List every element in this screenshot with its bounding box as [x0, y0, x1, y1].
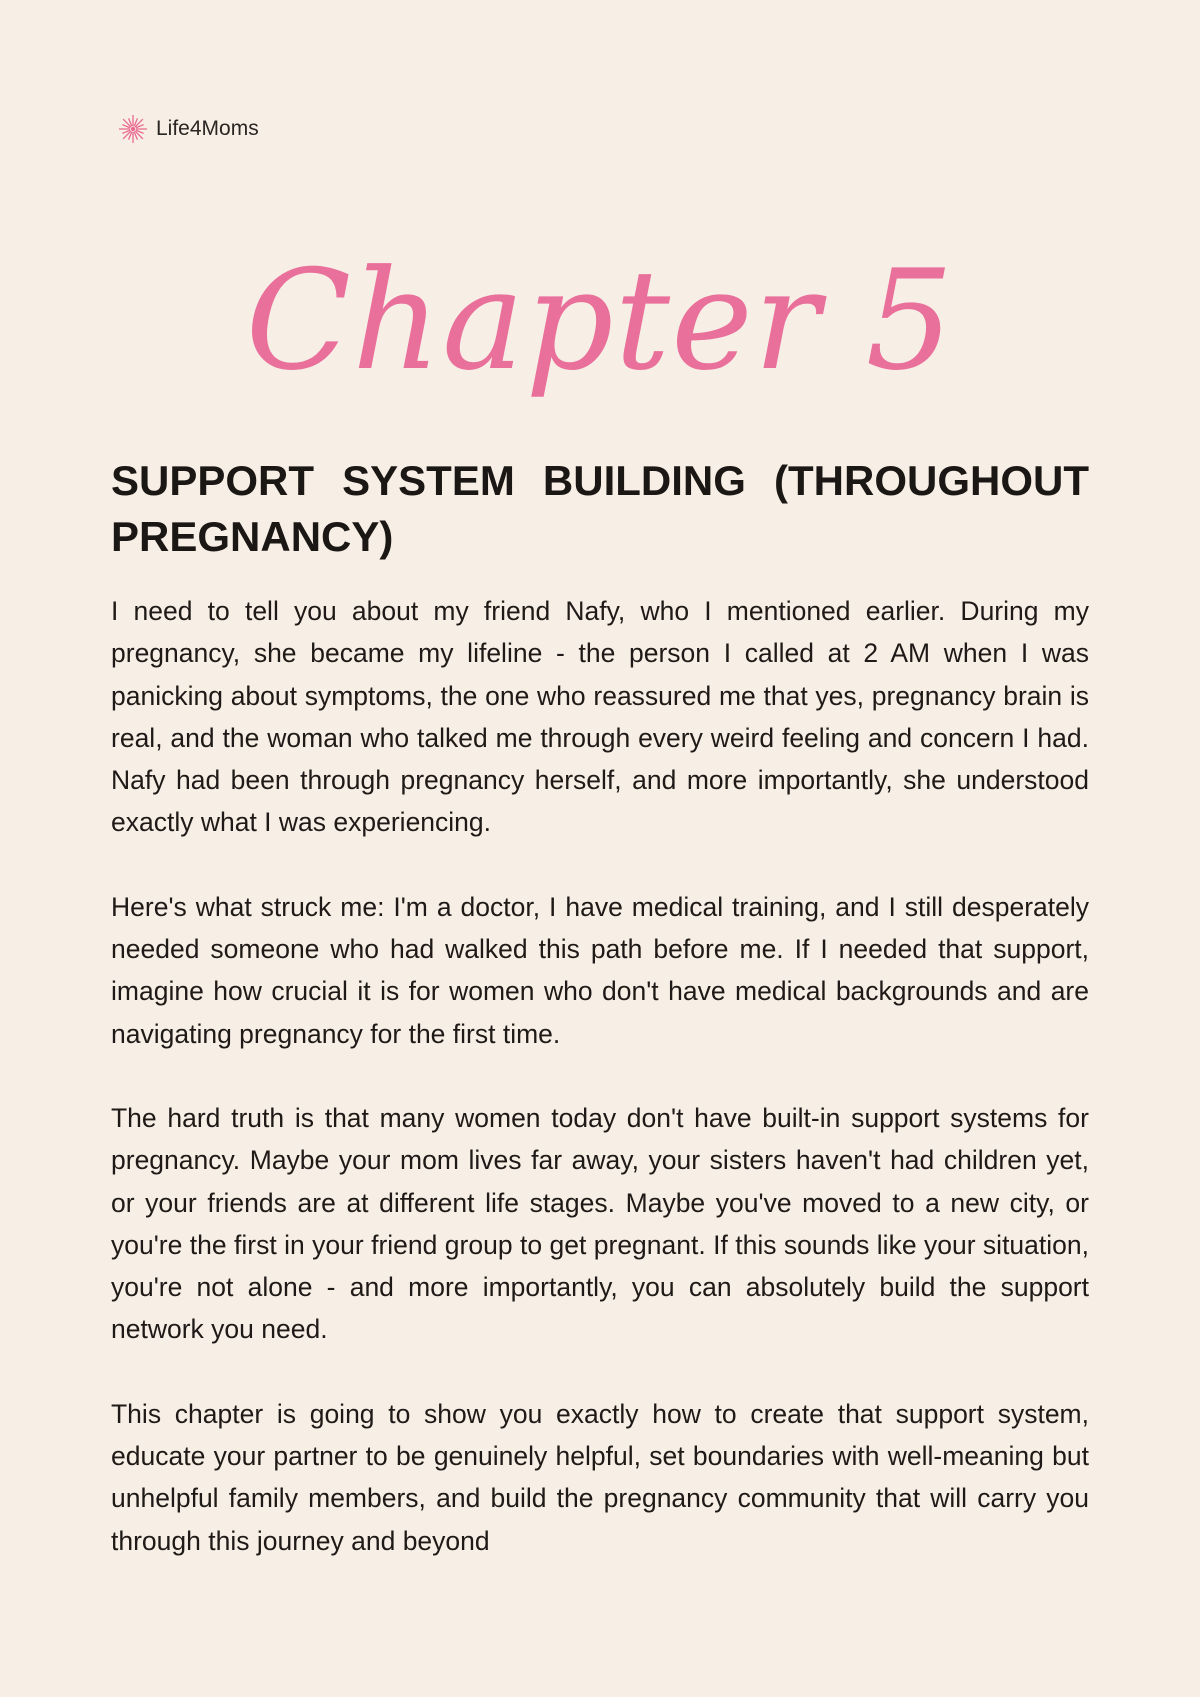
brand-header: [118, 114, 259, 144]
paragraph: This chapter is going to show you exactly how to create that support system, educate your partner to be genuinely helpful, set boundaries with well-meaning but unhelpful family members, and build the pregnancy community that will carry you through this journey and beyond: [111, 1398, 1089, 1556]
paragraph: I need to tell you about my friend Nafy, who I mentioned earlier. During my pregnancy, she became my lifeline - the person I called at 2 AM when I was panicking about symptoms, the one who reassured me that yes, pregnancy brain is real, and the woman who talked me through every weird feeling and concern I had. Nafy had been through pregnancy herself, and more importantly, she understood exactly what I was experiencing.: [111, 596, 1089, 838]
chapter-title: Chapter 5: [245, 240, 955, 401]
paragraph: Here's what struck me: I'm a doctor, I have medical training, and I still desperately needed someone who had walked this path before me. If I needed that support, imagine how crucial it is for women who don't have medical backgrounds and are navigating pregnancy for the first time.: [111, 891, 1089, 1049]
starburst-logo-icon: [118, 114, 148, 144]
brand-name: Life4Moms: [156, 117, 259, 140]
section-heading: SUPPORT SYSTEM BUILDING (THROUGHOUT PREGNANCY): [111, 457, 1089, 560]
paragraph: The hard truth is that many women today don't have built-in support systems for pregnancy. Maybe your mom lives far away, your sisters haven't had children yet, or your friends are at different life stages. Maybe you've moved to a new city, or you're the first in your friend group to get pregnant. If this sounds like your situation, you're not alone - and more importantly, you can absolutely build the support network you need.: [111, 1102, 1089, 1345]
body-text: [111, 590, 1089, 1604]
